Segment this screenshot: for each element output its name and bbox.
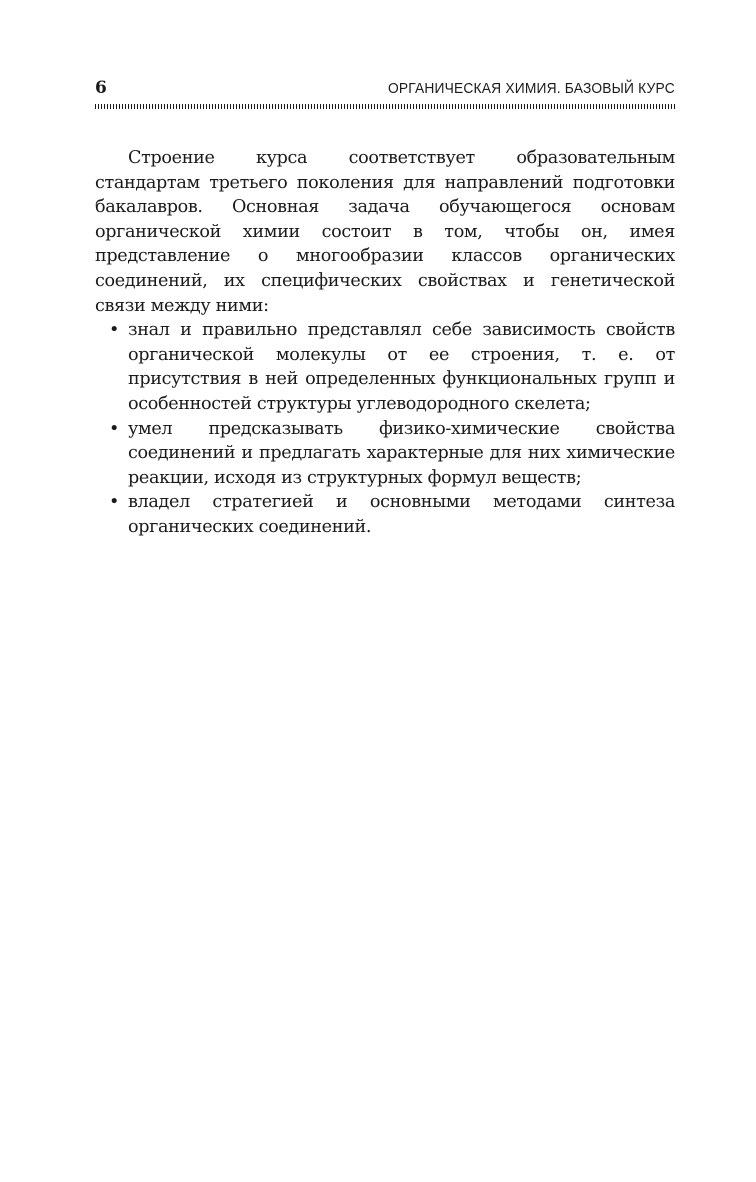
bullet-marker: • <box>109 418 120 439</box>
bullet-marker: • <box>109 492 120 513</box>
page-header <box>95 78 675 100</box>
list-item-text: знал и правильно представлял себе зависимость свойств органической молекулы от ее строения, т. е. от присутствия в ней определенных функциональных групп и особенностей структуры углеводородного скелета; <box>128 320 675 414</box>
list-item <box>95 490 675 539</box>
list-item-text: умел предсказывать физико-химические свойства соединений и предлагать характерные для них химические реакции, исходя из структурных формул веществ; <box>128 418 675 488</box>
book-page <box>95 78 675 540</box>
page-number: 6 <box>95 78 107 98</box>
body-text <box>95 146 675 540</box>
bullet-marker: • <box>109 320 120 341</box>
intro-paragraph: Строение курса соответствует образовательным стандартам третьего поколения для направлений подготовки бакалавров. Основная задача обучающегося основам органической химии состоит в том, чтобы он, имея представление о многообразии классов органических соединений, их специфических свойствах и генетической связи между ними: <box>95 148 675 316</box>
list-item <box>95 318 675 416</box>
bullet-list <box>95 318 675 539</box>
list-item <box>95 417 675 491</box>
running-title: ОРГАНИЧЕСКАЯ ХИМИЯ. БАЗОВЫЙ КУРС <box>388 80 675 97</box>
list-item-text: владел стратегией и основными методами синтеза органических соединений. <box>128 492 675 537</box>
header-rule <box>95 104 675 109</box>
